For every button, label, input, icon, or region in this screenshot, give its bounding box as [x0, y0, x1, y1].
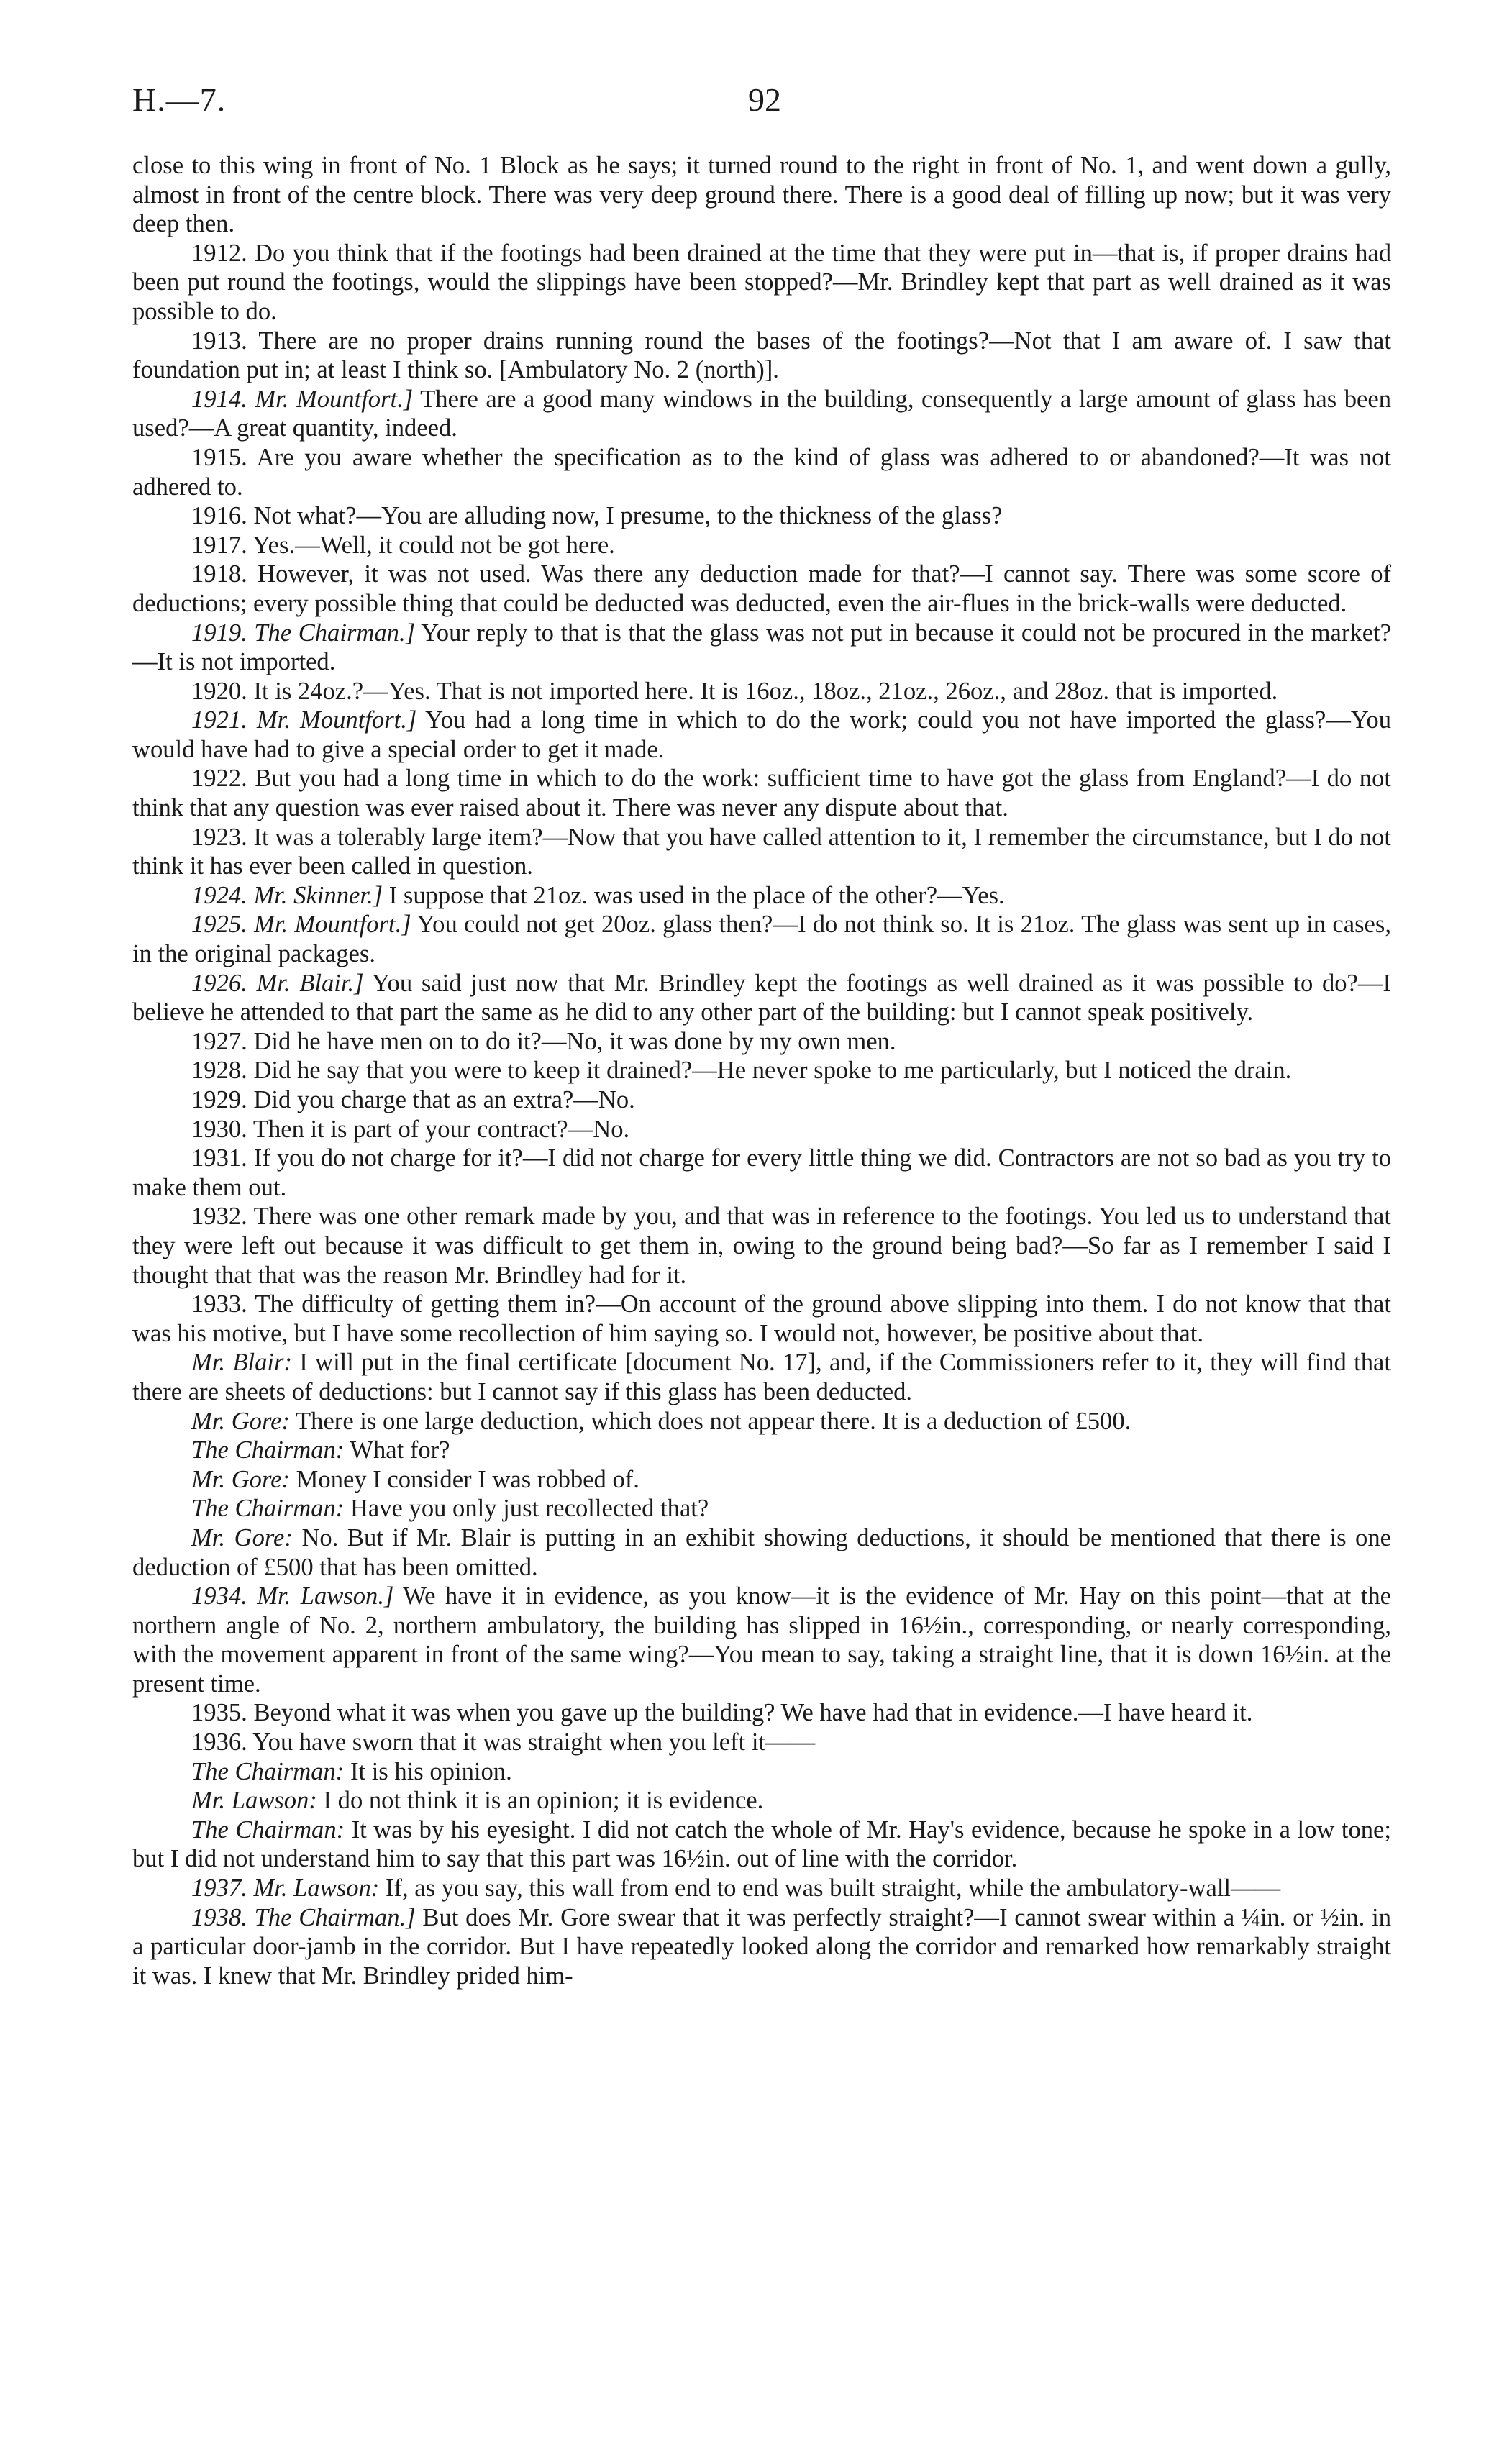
question-1915 — [132, 443, 1391, 501]
paragraph-text: Your reply to that is that the glass was not put in because it could not be procured in the market?—It is not imported. — [132, 619, 1391, 676]
paragraph-text: If, as you say, this wall from end to end was built straight, while the ambulatory-wall—— — [385, 1874, 1281, 1903]
statement — [132, 1348, 1391, 1406]
speaker-label: Mr. Lawson: — [191, 1787, 317, 1815]
question-1923 — [132, 823, 1391, 881]
question-1916 — [132, 501, 1391, 531]
paragraph-text: You said just now that Mr. Brindley kept the footings as well drained as it was possible to do?—I believe he attended to that part the same as he did to any other part of the building: but I cannot speak positively. — [132, 969, 1391, 1026]
paragraph-text: What for? — [350, 1436, 450, 1464]
statement — [132, 1815, 1391, 1874]
paragraph-text: No. But if Mr. Blair is putting in an exhibit showing deductions, it should be mentioned that there is one deduction of £500 that has been omitted. — [132, 1523, 1391, 1581]
paragraph-text: 1931. If you do not charge for it?—I did not charge for every little thing we did. Contractors are not so bad as you try to make them out. — [132, 1144, 1391, 1201]
question-1931 — [132, 1144, 1391, 1202]
evidence-text — [132, 151, 1391, 1990]
paragraph-text: 1915. Are you aware whether the specification as to the kind of glass was adhered to or abandoned?—It was not adhered to. — [132, 443, 1391, 501]
paragraph-continuation — [132, 151, 1391, 239]
speaker-label: Mr. Gore: — [191, 1465, 291, 1493]
paragraph-text: 1923. It was a tolerably large item?—Now that you have called attention to it, I remember the circumstance, but I do not think it has ever been called in question. — [132, 823, 1391, 880]
question-1938 — [132, 1903, 1391, 1991]
paragraph-text: I do not think it is an opinion; it is evidence. — [323, 1787, 764, 1815]
question-1935 — [132, 1698, 1391, 1728]
question-1919 — [132, 619, 1391, 677]
paragraph-text: 1920. It is 24oz.?—Yes. That is not imported here. It is 16oz., 18oz., 21oz., 26oz., and 28oz. that is imported. — [191, 677, 1278, 705]
paragraph-text: 1928. Did he say that you were to keep it drained?—He never spoke to me particularly, but I noticed the drain. — [191, 1057, 1292, 1085]
question-1922 — [132, 764, 1391, 822]
speaker-label: Mr. Gore: — [191, 1407, 291, 1435]
question-1918 — [132, 560, 1391, 618]
paragraph-text: Money I consider I was robbed of. — [296, 1465, 639, 1493]
question-1924 — [132, 881, 1391, 911]
statement — [132, 1436, 1391, 1465]
statement — [132, 1465, 1391, 1495]
question-1921 — [132, 706, 1391, 764]
paragraph-text: Have you only just recollected that? — [350, 1495, 709, 1523]
paragraph-text: 1913. There are no proper drains running round the bases of the footings?—Not that I am aware of. I saw that foundation put in; at least I think so. [Ambulatory No. 2 (north)]. — [132, 327, 1391, 384]
paragraph-text: 1929. Did you charge that as an extra?—No. — [191, 1086, 635, 1113]
speaker-label: Mr. Blair: — [191, 1349, 292, 1377]
paragraph-text: 1936. You have sworn that it was straight when you left it—— — [191, 1728, 816, 1756]
speaker-label: 1926. Mr. Blair.] — [191, 969, 364, 997]
paragraph-text: 1918. However, it was not used. Was there any deduction made for that?—I cannot say. There was some score of deductions; every possible thing that could be deducted was deducted, even the air-flues in the brick-walls were deducted. — [132, 560, 1391, 617]
speaker-label: 1937. Mr. Lawson: — [191, 1874, 380, 1903]
speaker-label: The Chairman: — [191, 1436, 345, 1464]
speaker-label: 1924. Mr. Skinner.] — [191, 881, 383, 909]
question-1936 — [132, 1728, 1391, 1757]
statement — [132, 1786, 1391, 1815]
statement — [132, 1757, 1391, 1787]
paragraph-text: 1912. Do you think that if the footings had been drained at the time that they were put in—that is, if proper drains had been put round the footings, would the slippings have been stopped?—Mr. Brindley kept that part as well drained as it was possible to do. — [132, 239, 1391, 325]
paragraph-text: You could not get 20oz. glass then?—I do not think so. It is 21oz. The glass was sent up in cases, in the original packages. — [132, 911, 1391, 968]
paragraph-text: 1922. But you had a long time in which to do the work: sufficient time to have got the glass from England?—I do not think that any question was ever raised about it. There was never any dispute about that. — [132, 765, 1391, 822]
question-1933 — [132, 1290, 1391, 1348]
paragraph-text: 1930. Then it is part of your contract?—No. — [191, 1115, 630, 1143]
paragraph-text: There are a good many windows in the building, consequently a large amount of glass has been used?—A great quantity, indeed. — [132, 385, 1391, 442]
question-1927 — [132, 1027, 1391, 1057]
speaker-label: 1934. Mr. Lawson.] — [191, 1582, 394, 1610]
paragraph-text: There is one large deduction, which does not appear there. It is a deduction of £500. — [296, 1407, 1131, 1435]
page-header — [132, 81, 1391, 124]
question-1937 — [132, 1874, 1391, 1903]
paragraph-text: I will put in the final certificate [document No. 17], and, if the Commissioners refer to it, they will find that there are sheets of deductions: but I cannot say if this glass has been deducted. — [132, 1349, 1391, 1405]
question-1913 — [132, 327, 1391, 385]
speaker-label: Mr. Gore: — [191, 1523, 293, 1551]
statement — [132, 1407, 1391, 1436]
paragraph-text: 1935. Beyond what it was when you gave up the building? We have had that in evidence.—I have heard it. — [191, 1699, 1253, 1727]
question-1929 — [132, 1085, 1391, 1115]
paragraph-text: 1932. There was one other remark made by you, and that was in reference to the footings. You led us to understand that they were left out because it was difficult to get them in, owing to the ground being bad?—So far as I remember I said I thought that that was the reason Mr. Brindley had for it. — [132, 1203, 1391, 1289]
paragraph-text: 1933. The difficulty of getting them in?—On account of the ground above slipping into them. I do not know that that was his motive, but I have some recollection of him saying so. I would not, however, be positive about that. — [132, 1290, 1391, 1347]
speaker-label: The Chairman: — [191, 1815, 345, 1844]
speaker-label: The Chairman: — [191, 1757, 345, 1785]
paragraph-text: You had a long time in which to do the work; could you not have imported the glass?—You would have had to give a special order to get it made. — [132, 706, 1391, 763]
paragraph-text: 1927. Did he have men on to do it?—No, it was done by my own men. — [191, 1027, 896, 1055]
question-1928 — [132, 1056, 1391, 1085]
statement — [132, 1494, 1391, 1523]
speaker-label: The Chairman: — [191, 1495, 345, 1523]
paragraph-text: close to this wing in front of No. 1 Block as he says; it turned round to the right in front of No. 1, and went down a gully, almost in front of the centre block. There was very deep ground there. There is a good deal of filling up now; but it was very deep then. — [132, 152, 1391, 238]
speaker-label: 1921. Mr. Mountfort.] — [191, 706, 417, 734]
question-1925 — [132, 910, 1391, 968]
question-1930 — [132, 1115, 1391, 1144]
paragraph-text: We have it in evidence, as you know—it is the evidence of Mr. Hay on this point—that at the northern angle of No. 2, northern ambulatory, the building has slipped in 16½in., corresponding, or nearly corresponding, with the movement apparent in front of the same wing?—You mean to say, taking a straight line, that it is down 16½in. at the present time. — [132, 1582, 1391, 1698]
speaker-label: 1919. The Chairman.] — [191, 619, 416, 647]
speaker-label: 1914. Mr. Mountfort.] — [191, 385, 414, 413]
question-1917 — [132, 531, 1391, 560]
question-1920 — [132, 677, 1391, 706]
paragraph-text: It is his opinion. — [350, 1757, 512, 1785]
report-reference: H.—7. — [132, 81, 227, 118]
paragraph-text: I suppose that 21oz. was used in the place of the other?—Yes. — [388, 881, 1005, 909]
paragraph-text: It was by his eyesight. I did not catch the whole of Mr. Hay's evidence, because he spoke in a low tone; but I did not understand him to say that this part was 16½in. out of line with the corridor. — [132, 1815, 1391, 1873]
paragraph-text: 1916. Not what?—You are alluding now, I presume, to the thickness of the glass? — [191, 502, 1003, 530]
question-1934 — [132, 1582, 1391, 1698]
paragraph-text: 1917. Yes.—Well, it could not be got here. — [191, 531, 615, 559]
page-number: 92 — [748, 81, 781, 118]
question-1912 — [132, 239, 1391, 327]
speaker-label: 1938. The Chairman.] — [191, 1903, 416, 1931]
statement — [132, 1523, 1391, 1582]
question-1932 — [132, 1202, 1391, 1290]
speaker-label: 1925. Mr. Mountfort.] — [191, 911, 411, 939]
question-1926 — [132, 969, 1391, 1027]
paragraph-text: But does Mr. Gore swear that it was perfectly straight?—I cannot swear within a ¼in. or ½in. in a particular door-jamb in the corridor. But I have repeatedly looked along the corridor and remarked how remarkably straight it was. I knew that Mr. Brindley prided him- — [132, 1903, 1391, 1990]
question-1914 — [132, 385, 1391, 443]
